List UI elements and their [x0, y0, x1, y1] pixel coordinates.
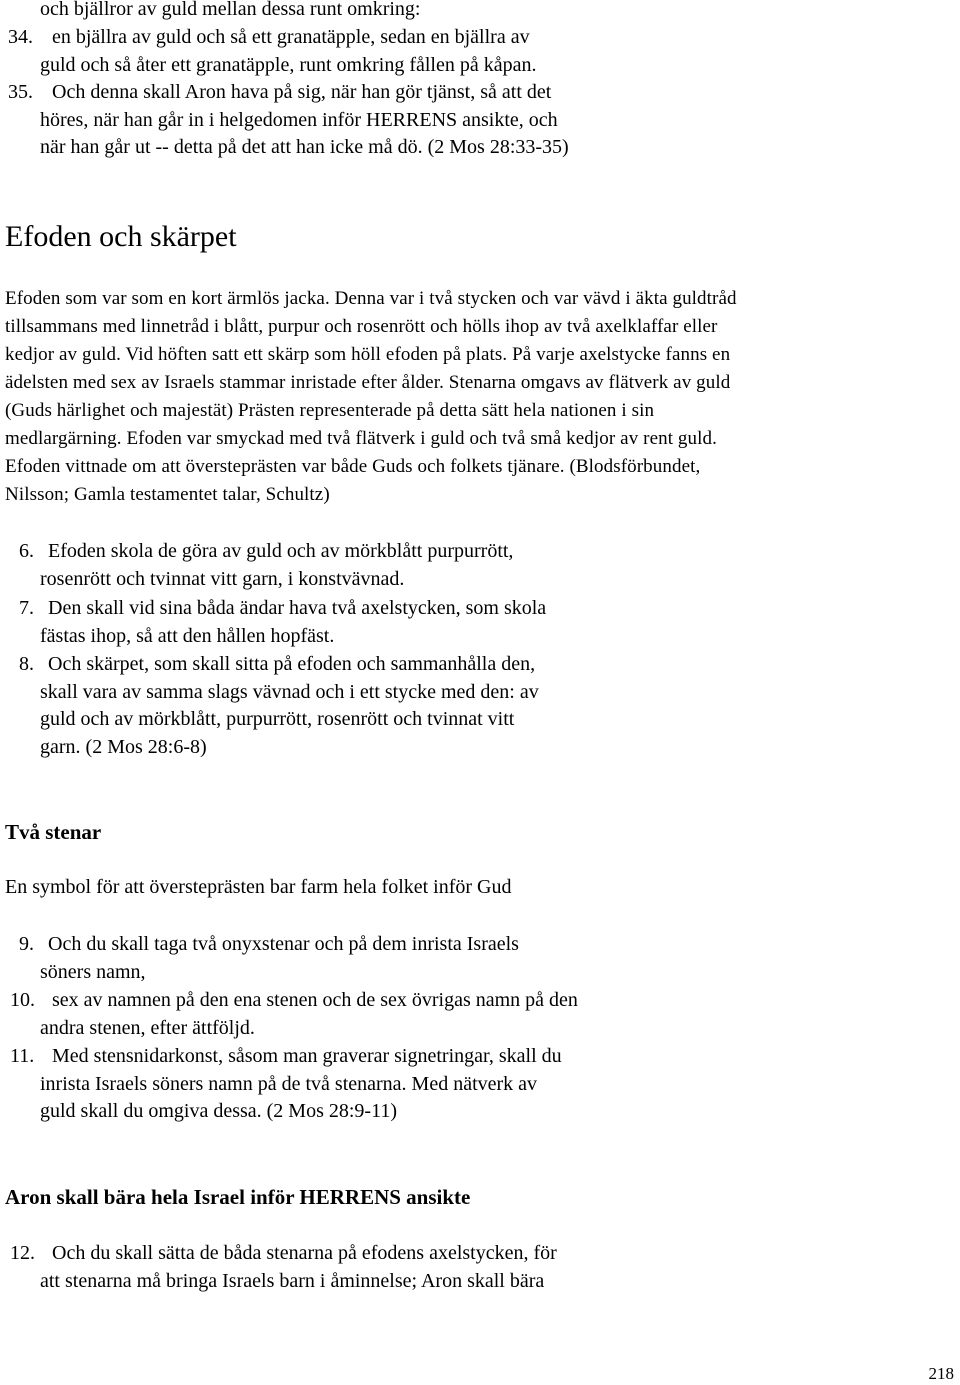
section-paragraph	[5, 285, 955, 509]
verse-line: rosenrött och tvinnat vitt garn, i konstvävnad.	[40, 567, 405, 590]
verse-number: 35.	[8, 81, 33, 103]
verse-line: guld skall du omgiva dessa. (2 Mos 28:9-11)	[40, 1100, 398, 1122]
verse-line: när han går ut -- detta på det att han icke må dö. (2 Mos 28:33-35)	[40, 136, 569, 158]
verse-line: Efoden skola de göra av guld och av mörkblått purpurrött,	[48, 540, 514, 562]
verse-number: 10.	[10, 989, 35, 1011]
page-number: 218	[928, 1364, 954, 1383]
verse-number: 9.	[19, 933, 34, 955]
verse-line: garn. (2 Mos 28:6-8)	[40, 735, 207, 758]
paragraph-line: Efoden vittnade om att översteprästen var både Guds och folkets tjänare. (Blodsförbundet,	[5, 456, 701, 477]
verse-number: 12.	[10, 1242, 35, 1264]
verse-line: skall vara av samma slags vävnad och i ett stycke med den: av	[40, 680, 539, 703]
section-heading-aron: Aron skall bära hela Israel inför HERRENS ansikte	[5, 1185, 471, 1209]
verse-number: 8.	[19, 653, 34, 675]
verse-line: fästas ihop, så att den hållen hopfäst.	[40, 624, 335, 647]
section-intro: En symbol för att översteprästen bar farm hela folket inför Gud	[5, 876, 512, 898]
verse-line: höres, när han går in i helgedomen inför HERRENS ansikte, och	[40, 108, 558, 131]
verse-line: Och skärpet, som skall sitta på efoden och sammanhålla den,	[48, 653, 536, 675]
verse-line: guld och av mörkblått, purpurrött, rosenrött och tvinnat vitt	[40, 708, 515, 730]
verse-number: 34.	[8, 26, 33, 48]
verse-line: Och du skall sätta de båda stenarna på efodens axelstycken, för	[52, 1242, 557, 1264]
verse-line: att stenarna må bringa Israels barn i åminnelse; Aron skall bära	[40, 1269, 545, 1292]
section-heading-tva-stenar: Två stenar	[5, 820, 102, 844]
verse-line: Och du skall taga två onyxstenar och på dem inrista Israels	[48, 933, 519, 955]
verse-line: Och denna skall Aron hava på sig, när han gör tjänst, så att det	[52, 81, 552, 103]
paragraph-line: medlargärning. Efoden var smyckad med två flätverk i guld och två små kedjor av rent guld.	[5, 428, 717, 449]
verse-line: inrista Israels söners namn på de två stenarna. Med nätverk av	[40, 1072, 538, 1095]
paragraph-line: ädelsten med sex av Israels stammar inristade efter ålder. Stenarna omgavs av flätverk av guld	[5, 372, 731, 393]
verse-line: en bjällra av guld och så ett granatäpple, sedan en bjällra av	[52, 26, 530, 48]
verse-line: Med stensnidarkonst, såsom man graverar signetringar, skall du	[52, 1045, 562, 1067]
verse-line: söners namn,	[40, 960, 146, 983]
paragraph-line: tillsammans med linnetråd i blått, purpur och rosenrött och hölls ihop av två axelklaffar eller	[5, 316, 718, 337]
paragraph-line: Efoden som var som en kort ärmlös jacka. Denna var i två stycken och var vävd i äkta guldtråd	[5, 288, 737, 309]
verse-line: andra stenen, efter ättföljd.	[40, 1016, 255, 1039]
section-heading-efoden: Efoden och skärpet	[5, 220, 237, 253]
verse-number: 6.	[19, 540, 34, 562]
paragraph-line: Nilsson; Gamla testamentet talar, Schultz)	[5, 484, 330, 505]
verse-line: och bjällror av guld mellan dessa runt omkring:	[40, 0, 421, 20]
paragraph-line: kedjor av guld. Vid höften satt ett skärp som höll efoden på plats. På varje axelstycke fanns en	[5, 344, 731, 365]
paragraph-line: (Guds härlighet och majestät) Prästen representerade på detta sätt hela nationen i sin	[5, 400, 655, 421]
verse-line: Den skall vid sina båda ändar hava två axelstycken, som skola	[48, 597, 547, 619]
verse-number: 11.	[10, 1045, 35, 1067]
verse-line: guld och så åter ett granatäpple, runt omkring fållen på kåpan.	[40, 53, 537, 76]
verse-number: 7.	[19, 597, 34, 619]
verse-line: sex av namnen på den ena stenen och de sex övrigas namn på den	[52, 989, 578, 1011]
